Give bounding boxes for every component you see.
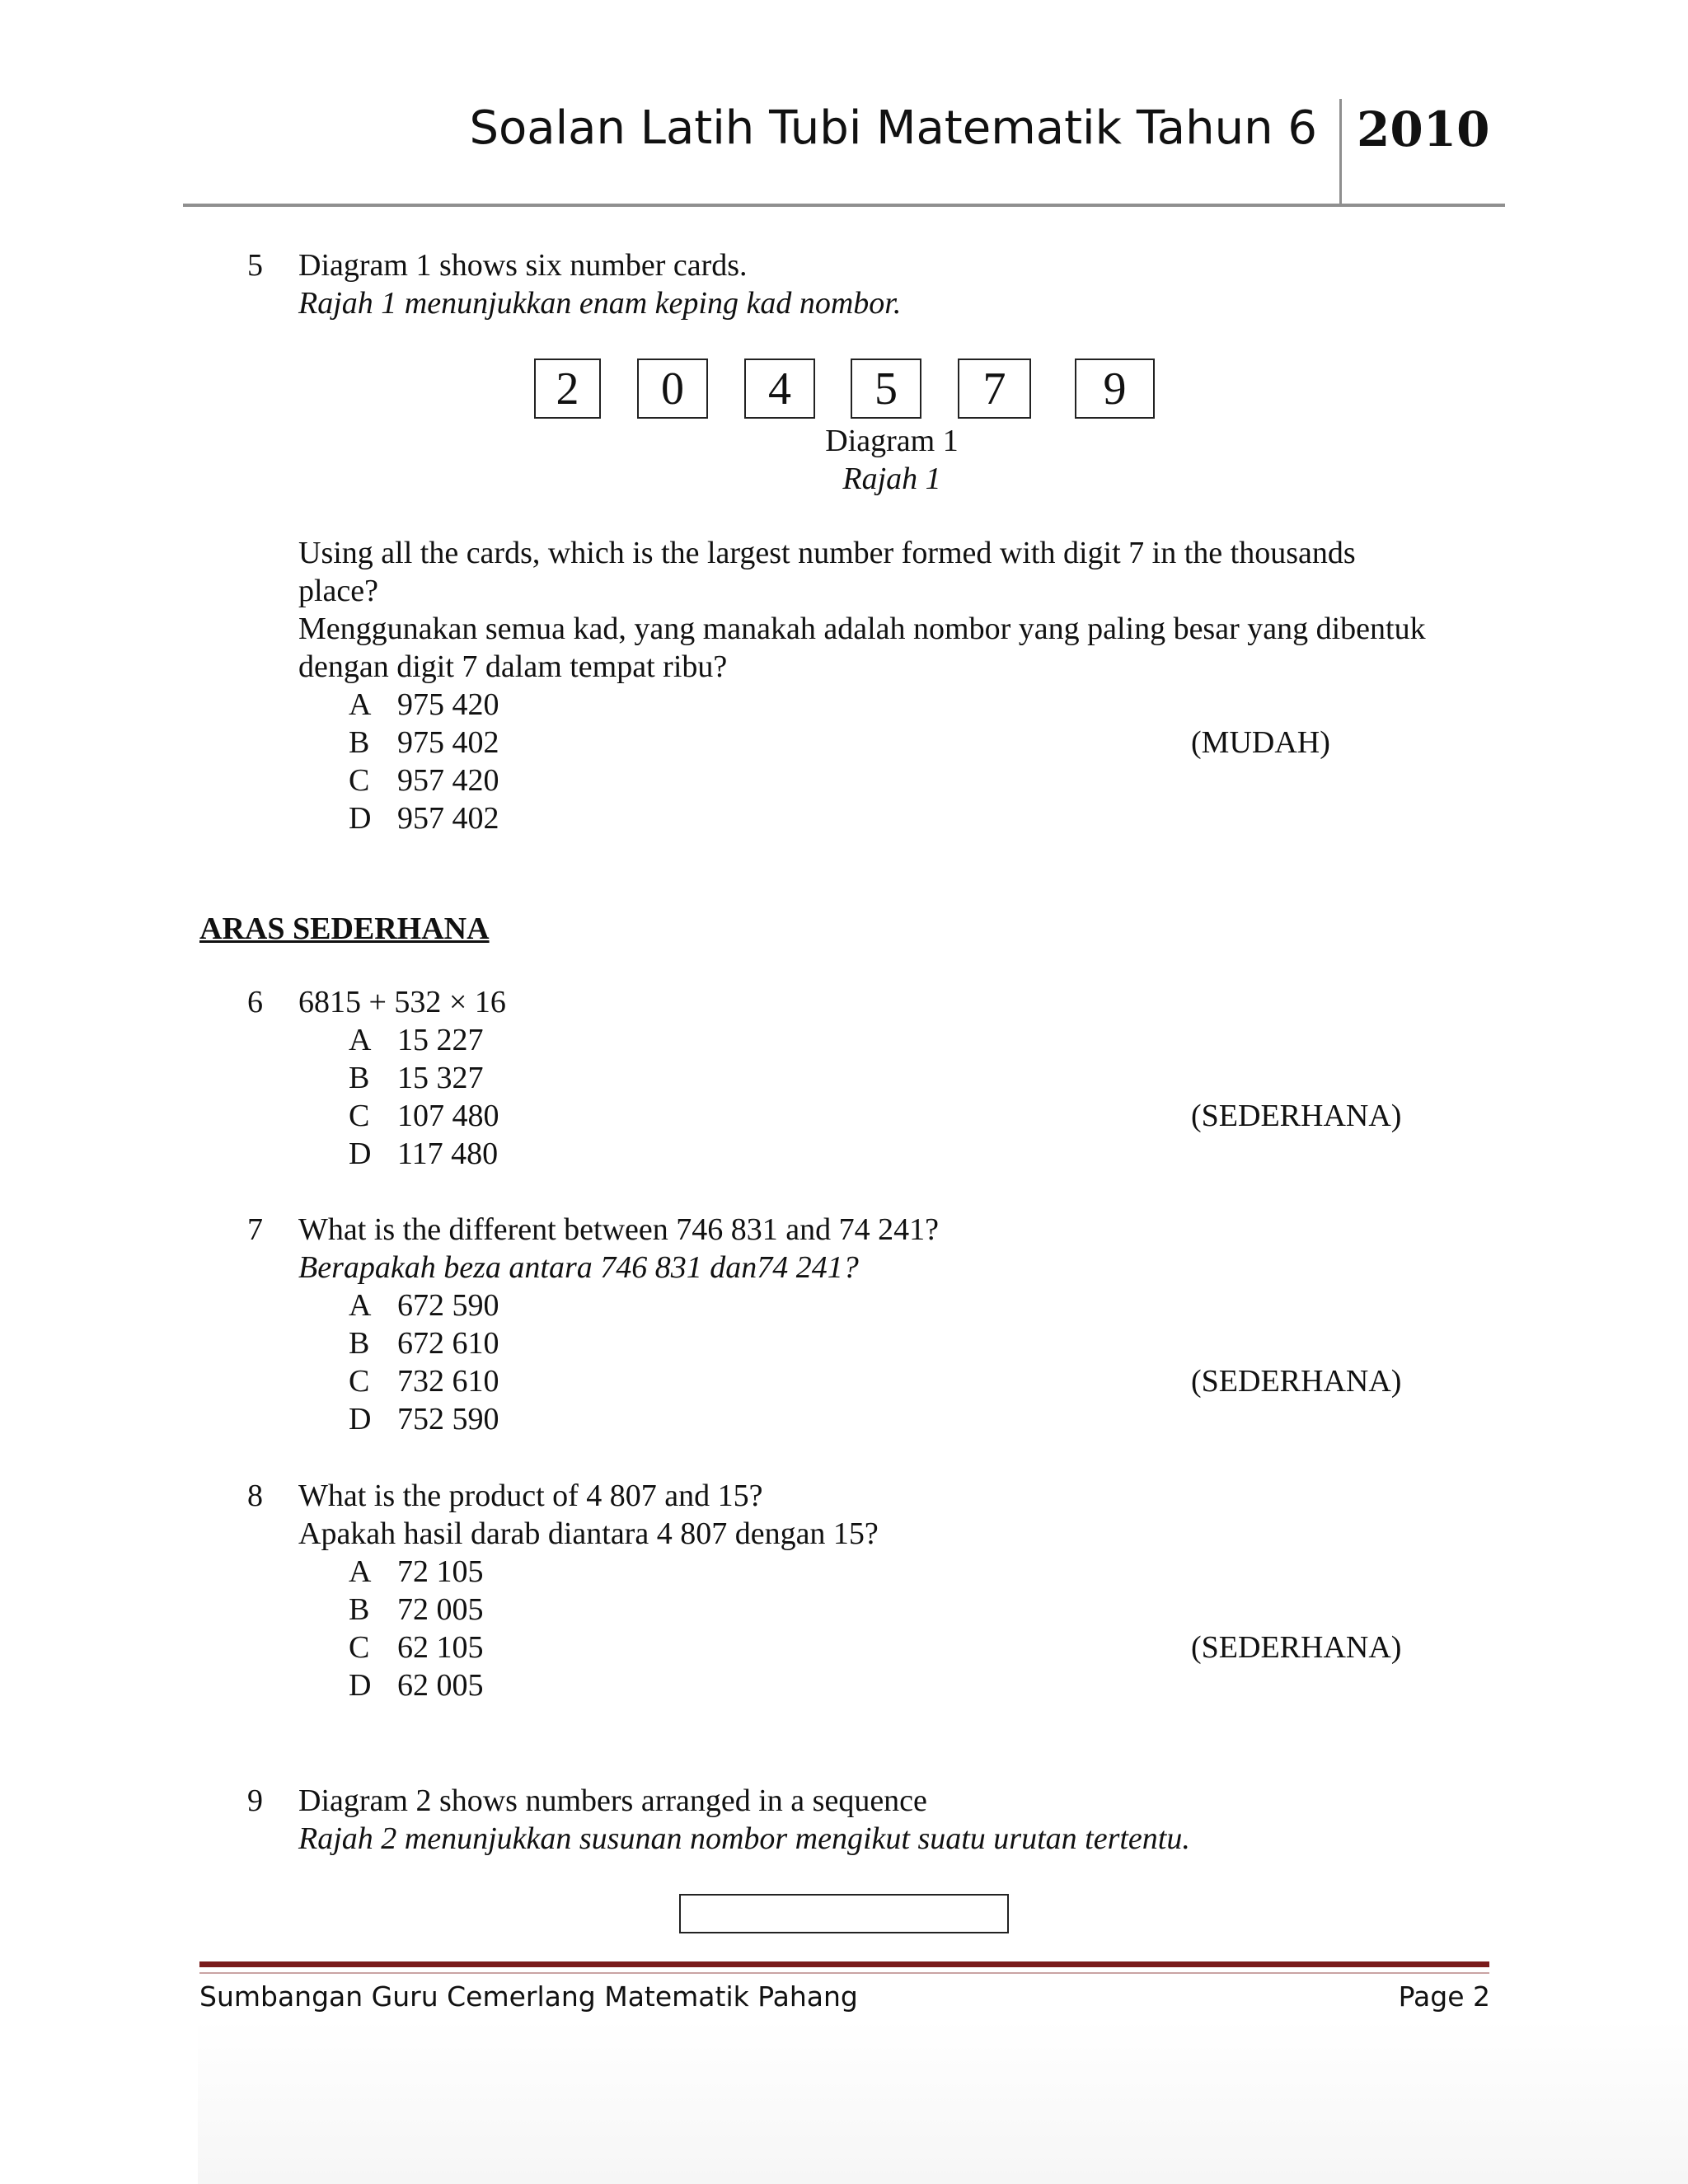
option-letter: B [349, 725, 370, 760]
question-text-ms: Rajah 1 menunjukkan enam keping kad nombor. [298, 286, 902, 321]
option-letter: B [349, 1061, 370, 1095]
option-letter: D [349, 801, 372, 836]
question-line: Menggunakan semua kad, yang manakah adalah nombor yang paling besar yang dibentuk [298, 612, 1426, 646]
question-text-en: Diagram 1 shows six number cards. [298, 248, 748, 283]
footer-text: Sumbangan Guru Cemerlang Matematik Pahang [199, 1980, 858, 2013]
option-letter: D [349, 1402, 372, 1436]
option-value: 732 610 [397, 1364, 499, 1399]
number-card: 9 [1075, 359, 1155, 419]
option-letter: D [349, 1668, 372, 1703]
difficulty-label: (SEDERHANA) [1191, 1364, 1402, 1399]
sequence-diagram-box [679, 1894, 1009, 1933]
difficulty-label: (SEDERHANA) [1191, 1630, 1402, 1665]
header-year: 2010 [1357, 101, 1490, 157]
option-value: 672 610 [397, 1326, 499, 1361]
question-text-ms: Apakah hasil darab diantara 4 807 dengan 15? [298, 1516, 879, 1551]
option-letter: C [349, 1099, 370, 1133]
number-card: 2 [534, 359, 601, 419]
option-letter: A [349, 1023, 372, 1057]
section-heading: ARAS SEDERHANA [199, 912, 490, 946]
option-letter: B [349, 1326, 370, 1361]
option-value: 752 590 [397, 1402, 499, 1436]
number-card: 5 [851, 359, 921, 419]
question-text-en: What is the product of 4 807 and 15? [298, 1479, 763, 1513]
question-text-en: Diagram 2 shows numbers arranged in a sequence [298, 1783, 927, 1818]
option-value: 62 105 [397, 1630, 484, 1665]
question-line: place? [298, 574, 379, 608]
header-rule [183, 204, 1505, 207]
diagram-caption-ms: Rajah 1 [842, 462, 941, 496]
question-text: 6815 + 532 × 16 [298, 985, 506, 1019]
option-value: 72 005 [397, 1592, 484, 1627]
option-letter: A [349, 1288, 372, 1323]
question-text-en: What is the different between 746 831 and 74 241? [298, 1212, 940, 1247]
option-value: 62 005 [397, 1668, 484, 1703]
diagram-caption-en: Diagram 1 [825, 424, 959, 458]
option-value: 957 420 [397, 763, 499, 798]
option-letter: C [349, 1630, 370, 1665]
question-number: 7 [247, 1212, 263, 1247]
option-letter: B [349, 1592, 370, 1627]
question-number: 8 [247, 1479, 263, 1513]
question-number: 5 [247, 248, 263, 283]
option-value: 15 327 [397, 1061, 484, 1095]
option-letter: C [349, 1364, 370, 1399]
question-number: 9 [247, 1783, 263, 1818]
question-number: 6 [247, 985, 263, 1019]
option-value: 672 590 [397, 1288, 499, 1323]
page-number: Page 2 [1398, 1980, 1490, 2013]
question-line: dengan digit 7 dalam tempat ribu? [298, 649, 728, 684]
option-value: 107 480 [397, 1099, 499, 1133]
option-value: 117 480 [397, 1137, 499, 1171]
option-value: 957 402 [397, 801, 499, 836]
number-card: 7 [958, 359, 1031, 419]
question-text-ms: Rajah 2 menunjukkan susunan nombor mengikut suatu urutan tertentu. [298, 1821, 1190, 1856]
number-card: 0 [637, 359, 708, 419]
option-value: 975 420 [397, 687, 499, 722]
difficulty-label: (SEDERHANA) [1191, 1099, 1402, 1133]
question-line: Using all the cards, which is the largest number formed with digit 7 in the thousands [298, 536, 1356, 570]
option-letter: A [349, 687, 372, 722]
header-separator [1339, 99, 1342, 206]
difficulty-label: (MUDAH) [1191, 725, 1330, 760]
option-letter: D [349, 1137, 372, 1171]
option-letter: C [349, 763, 370, 798]
option-value: 72 105 [397, 1554, 484, 1589]
option-letter: A [349, 1554, 372, 1589]
page-bottom-shade [198, 2019, 1688, 2184]
footer-rule [199, 1961, 1489, 1967]
option-value: 975 402 [397, 725, 499, 760]
footer-rule-thin [199, 1972, 1489, 1974]
number-card: 4 [744, 359, 815, 419]
option-value: 15 227 [397, 1023, 484, 1057]
question-text-ms: Berapakah beza antara 746 831 dan74 241? [298, 1250, 859, 1285]
header-title: Soalan Latih Tubi Matematik Tahun 6 [469, 101, 1317, 155]
